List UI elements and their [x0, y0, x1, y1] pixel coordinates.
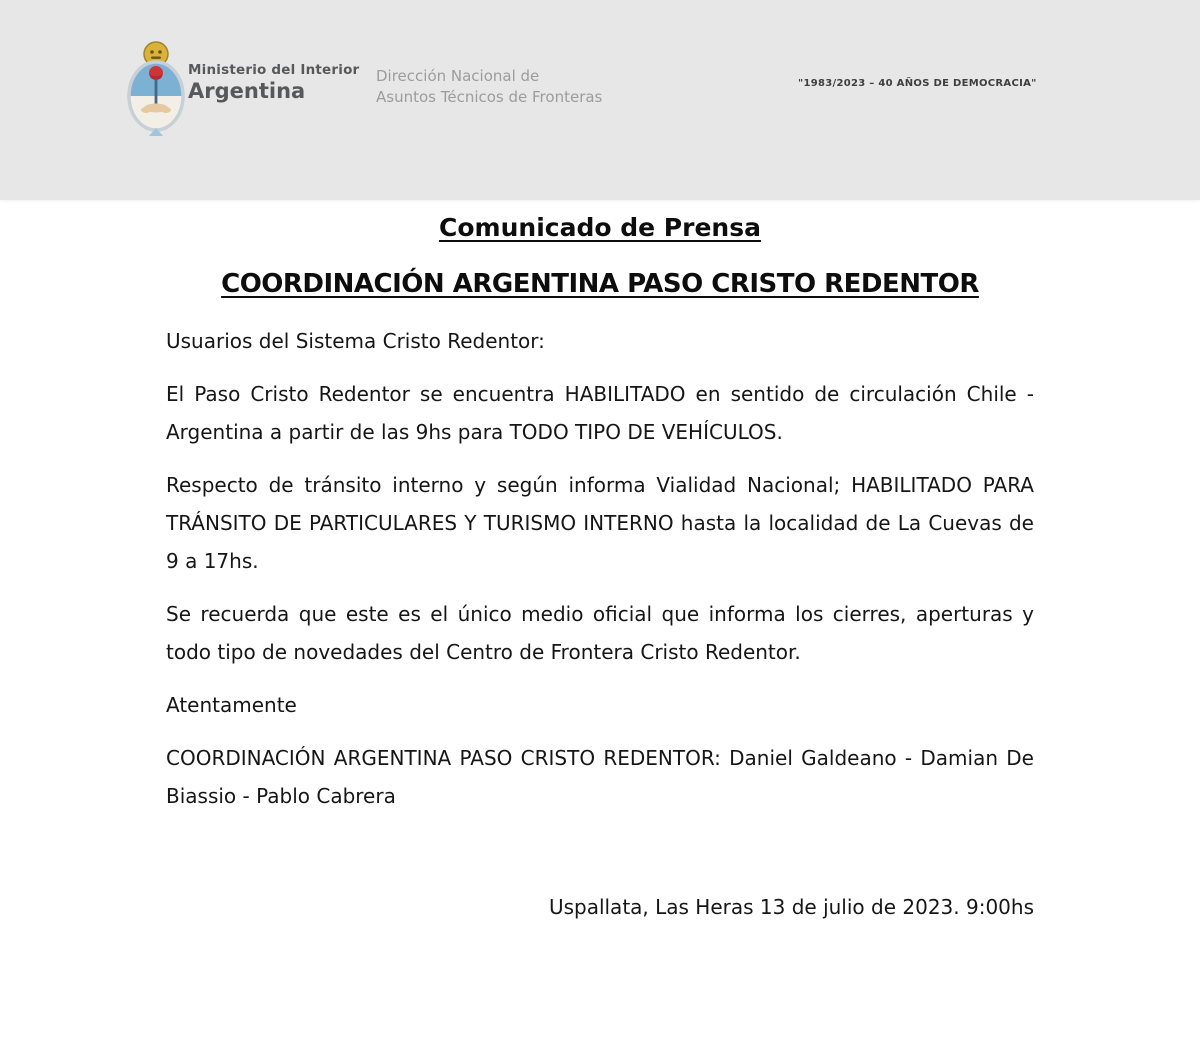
dateline-text: Uspallata, Las Heras 13 de julio de 2023. 9:00hs [548, 895, 1034, 919]
direccion-line1: Dirección Nacional de [376, 67, 540, 85]
salutation-text: Usuarios del Sistema Cristo Redentor: [166, 329, 545, 353]
body-paragraph: Respecto de tránsito interno y según informa Vialidad Nacional; HABILITADO PARA TRÁNSITO DE PARTICULARES Y TURISMO INTERNO hasta la localidad de La Cuevas de 9 a 17hs. [166, 473, 1034, 573]
democracy-anniversary-note: "1983/2023 – 40 AÑOS DE DEMOCRACIA" [798, 78, 1037, 89]
ministry-block [188, 62, 359, 103]
letterhead [0, 0, 1200, 200]
ministry-country: Argentina [188, 79, 306, 103]
argentina-coat-of-arms-icon [116, 38, 196, 136]
document-body [0, 213, 1200, 926]
document-subtitle: COORDINACIÓN ARGENTINA PASO CRISTO REDENTOR [221, 269, 979, 299]
ministry-name: Ministerio del Interior [188, 62, 360, 78]
direccion-block [376, 66, 602, 108]
closing-text: Atentamente [166, 693, 297, 717]
body-paragraph: Se recuerda que este es el único medio oficial que informa los cierres, aperturas y todo tipo de novedades del Centro de Frontera Cristo Redentor. [166, 602, 1034, 664]
direccion-line2: Asuntos Técnicos de Fronteras [376, 88, 603, 106]
body-paragraph: El Paso Cristo Redentor se encuentra HABILITADO en sentido de circulación Chile - Argentina a partir de las 9hs para TODO TIPO DE VEHÍCULOS. [166, 382, 1034, 444]
document-title: Comunicado de Prensa [439, 213, 761, 242]
signature-line: COORDINACIÓN ARGENTINA PASO CRISTO REDENTOR: Daniel Galdeano - Damian De Biassio - Pablo Cabrera [166, 746, 1034, 808]
